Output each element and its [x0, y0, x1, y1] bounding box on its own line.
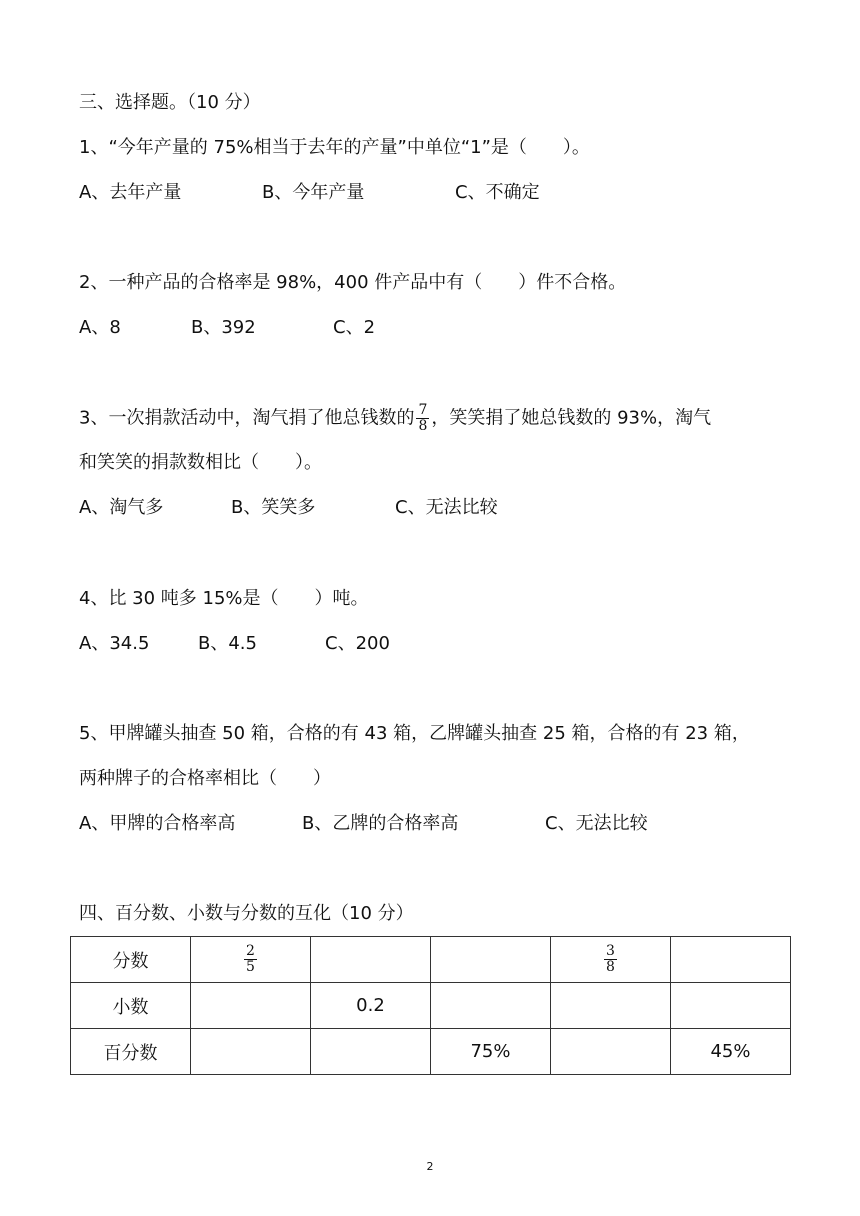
table-cell [191, 1029, 311, 1075]
section3-heading: 三、选择题。（10 分） [79, 92, 261, 113]
question-1-option-a: A、去年产量 [79, 182, 182, 203]
question-3-text [79, 403, 711, 434]
question-4-option-c: C、200 [325, 633, 390, 654]
page-number: 2 [426, 1160, 434, 1173]
question-3-text-after: ，笑笑捐了她总钱数的 93%，淘气 [431, 407, 712, 429]
table-cell [191, 983, 311, 1029]
fraction-numerator: 3 [606, 943, 615, 959]
table-cell: 0.2 [311, 983, 431, 1029]
table-row-decimals [71, 983, 791, 1029]
table-cell [311, 1029, 431, 1075]
question-3-fraction [416, 403, 429, 434]
question-5-option-b: B、乙牌的合格率高 [302, 813, 459, 834]
question-2-option-b: B、392 [191, 317, 256, 338]
table-row-fractions [71, 937, 791, 983]
table-cell [191, 937, 311, 983]
question-3-option-b: B、笑笑多 [231, 497, 316, 518]
table-cell [671, 937, 791, 983]
question-3-text-line2: 和笑笑的捐款数相比（ ）。 [79, 452, 322, 473]
table-cell [551, 937, 671, 983]
table-cell [551, 983, 671, 1029]
question-1-option-c: C、不确定 [455, 182, 540, 203]
question-5-text-line2: 两种牌子的合格率相比（ ） [79, 768, 331, 789]
section4-heading: 四、百分数、小数与分数的互化（10 分） [79, 903, 414, 924]
table-row-percents [71, 1029, 791, 1075]
question-2-option-a: A、8 [79, 317, 121, 338]
table-cell: 45% [671, 1029, 791, 1075]
question-3-text-before: 3、一次捐款活动中，淘气捐了他总钱数的 [79, 407, 415, 429]
table-cell [431, 983, 551, 1029]
conversion-table [70, 936, 791, 1075]
table-cell [311, 937, 431, 983]
fraction-denominator: 5 [246, 959, 255, 975]
question-4-option-a: A、34.5 [79, 633, 150, 654]
question-3-option-a: A、淘气多 [79, 497, 164, 518]
row-label-percent: 百分数 [71, 1029, 191, 1075]
question-2-option-c: C、2 [333, 317, 376, 338]
fraction-2-5 [244, 944, 257, 975]
question-4-option-b: B、4.5 [198, 633, 257, 654]
row-label-decimal: 小数 [71, 983, 191, 1029]
question-4-text: 4、比 30 吨多 15%是（ ）吨。 [79, 588, 369, 609]
fraction-numerator: 7 [418, 402, 428, 418]
question-1-text: 1、“今年产量的 75%相当于去年的产量”中单位“1”是（ ）。 [79, 137, 590, 158]
question-1-option-b: B、今年产量 [262, 182, 365, 203]
fraction-denominator: 8 [418, 418, 428, 434]
row-label-fraction: 分数 [71, 937, 191, 983]
fraction-3-8 [604, 944, 617, 975]
table-cell [431, 937, 551, 983]
question-3-option-c: C、无法比较 [395, 497, 498, 518]
table-cell: 75% [431, 1029, 551, 1075]
question-5-option-c: C、无法比较 [545, 813, 648, 834]
question-2-text: 2、一种产品的合格率是 98%，400 件产品中有（ ）件不合格。 [79, 272, 627, 293]
fraction-numerator: 2 [246, 943, 255, 959]
table-cell [551, 1029, 671, 1075]
table-cell [671, 983, 791, 1029]
fraction-denominator: 8 [606, 959, 615, 975]
question-5-text: 5、甲牌罐头抽查 50 箱，合格的有 43 箱，乙牌罐头抽查 25 箱，合格的有 23 箱， [79, 723, 750, 744]
question-5-option-a: A、甲牌的合格率高 [79, 813, 236, 834]
